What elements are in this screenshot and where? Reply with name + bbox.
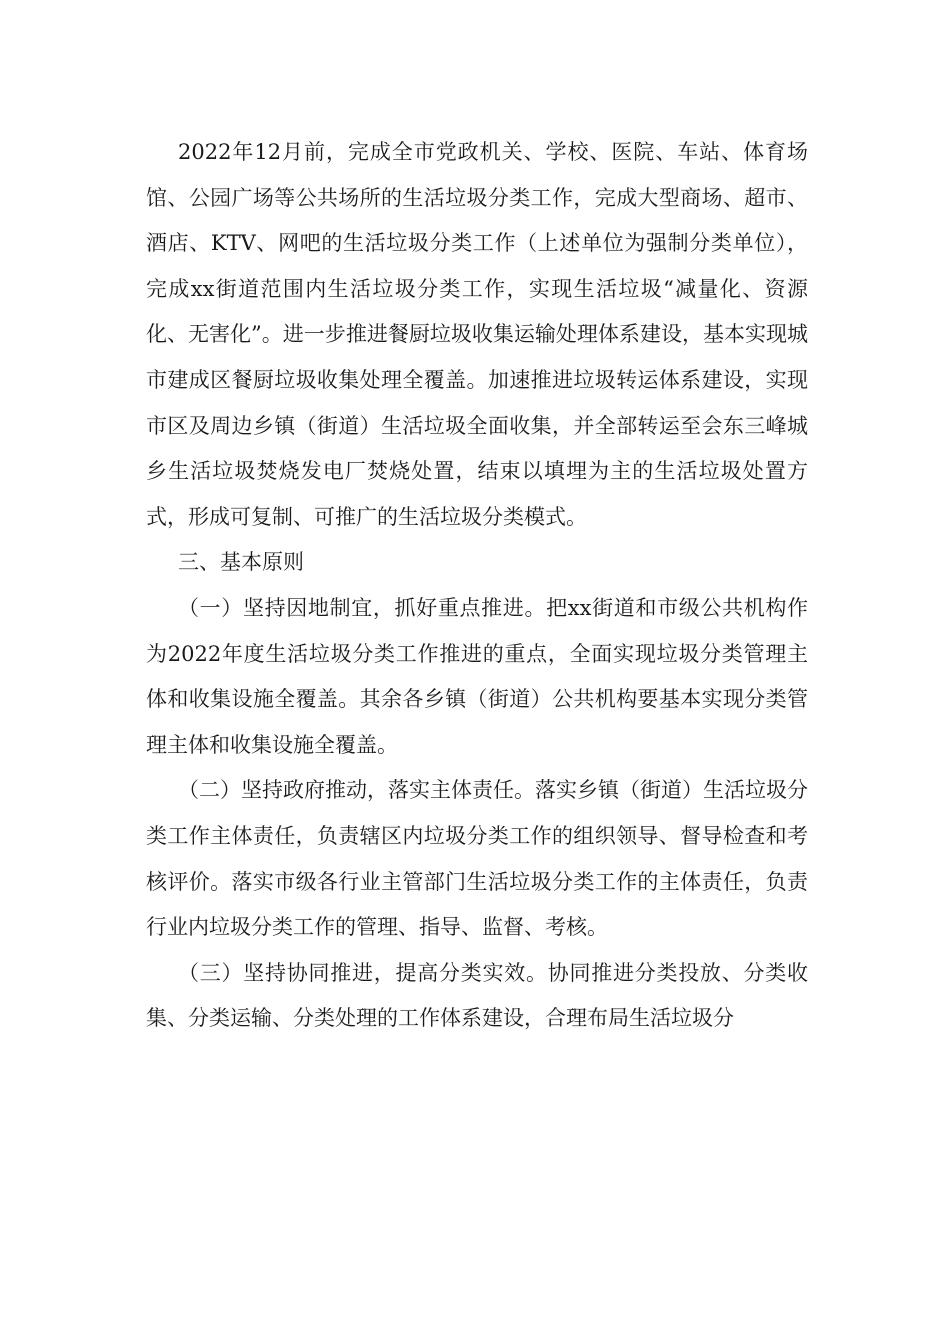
paragraph-principle-1: （一）坚持因地制宜，抓好重点推进。把xx街道和市级公共机构作为2022年度生活垃圾分类工作推进的重点，全面实现垃圾分类管理主体和收集设施全覆盖。其余各乡镇（街道）公共机构要基本实现分类管理主体和收集设施全覆盖。 (146, 595, 808, 757)
paragraph-principle-2: （二）坚持政府推动，落实主体责任。落实乡镇（街道）生活垃圾分类工作主体责任，负责辖区内垃圾分类工作的组织领导、督导检查和考核评价。落实市级各行业主管部门生活垃圾分类工作的主体责任，负责行业内垃圾分类工作的管理、指导、监督、考核。 (146, 778, 808, 940)
paragraph-goal-2022: 2022年12月前，完成全市党政机关、学校、医院、车站、体育场馆、公园广场等公共场所的生活垃圾分类工作，完成大型商场、超市、酒店、KTV、网吧的生活垃圾分类工作（上述单位为强制分类单位），完成xx街道范围内生活垃圾分类工作，实现生活垃圾“减量化、资源化、无害化”。进一步推进餐厨垃圾收集运输处理体系建设，基本实现城市建成区餐厨垃圾收集处理全覆盖。加速推进垃圾转运体系建设，实现市区及周边乡镇（街道）生活垃圾全面收集，并全部转运至会东三峰城乡生活垃圾焚烧发电厂焚烧处置，结束以填埋为主的生活垃圾处置方式，形成可复制、可推广的生活垃圾分类模式。 (146, 140, 808, 529)
document-body (146, 130, 808, 1042)
section-heading-basic-principles: 三、基本原则 (178, 550, 304, 575)
paragraph-principle-3: （三）坚持协同推进，提高分类实效。协同推进分类投放、分类收集、分类运输、分类处理的工作体系建设，合理布局生活垃圾分 (146, 960, 808, 1031)
